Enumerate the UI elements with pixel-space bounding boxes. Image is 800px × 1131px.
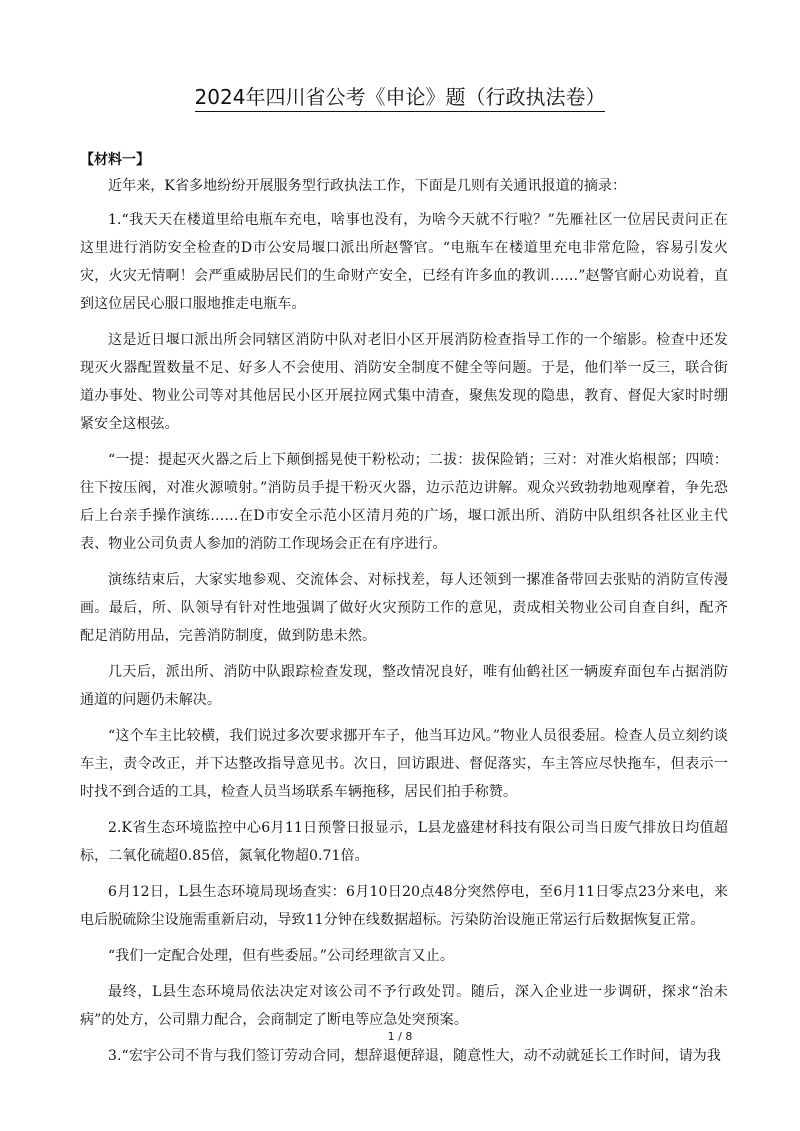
paragraph: 6月12日，L县生态环境局现场查实：6月10日20点48分突然停电，至6月11日零点23分来电，来电后脱硫除尘设施需重新启动，导致11分钟在线数据超标。污染防治设施正常运行后数据恢复正常。 [80,884,728,928]
paragraph: 演练结束后，大家实地参观、交流体会、对标找差，每人还领到一摞准备带回去张贴的消防宣传漫画。最后，所、队领导有针对性地强调了做好火灾预防工作的意见，责成相关物业公司自查自纠，配齐配足消防用品，完善消防制度，做到防患未然。 [80,572,728,644]
document-title [0,82,800,112]
paragraph: 3.“宏宇公司不肯与我们签订劳动合同，想辞退便辞退，随意性大，动不动就延长工作时间，请为我 [108,1048,722,1064]
page-number: 1 / 8 [387,1030,413,1043]
paragraph: “我们一定配合处理，但有些委屈。”公司经理欲言又止。 [108,948,454,964]
paragraph: 1.“我天天在楼道里给电瓶车充电，啥事也没有，为啥今天就不行啦？”先雁社区一位居民责问正在这里进行消防安全检查的D市公安局堰口派出所赵警官。“电瓶车在楼道里充电非常危险，容易引发火灾，火灾无情啊！会严重威胁居民们的生命财产安全，已经有许多血的教训……”赵警官耐心劝说着，直到这位居民心服口服地推走电瓶车。 [80,212,728,312]
document-body [80,148,728,1078]
section-heading: 【材料一】 [80,152,150,168]
paragraph: 2.K省生态环境监控中心6月11日预警日报显示，L县龙盛建材科技有限公司当日废气排放日均值超标，二氧化硫超0.85倍，氮氧化物超0.71倍。 [80,820,728,864]
paragraph: “一提：提起灭火器之后上下颠倒摇晃使干粉松动；二拔：拔保险销；三对：对准火焰根部；四喷：往下按压阀，对准火源喷射。”消防员手提干粉灭火器，边示范边讲解。观众兴致勃勃地观摩着，争先恐后上台亲手操作演练……在D市安全示范小区清月苑的广场，堰口派出所、消防中队组织各社区业主代表、物业公司负责人参加的消防工作现场会正在有序进行。 [80,452,728,552]
paragraph: 几天后，派出所、消防中队跟踪检查发现，整改情况良好，唯有仙鹤社区一辆废弃面包车占据消防通道的问题仍未解决。 [80,664,728,708]
paragraph: “这个车主比较横，我们说过多次要求挪开车子，他当耳边风。”物业人员很委屈。检查人员立刻约谈车主，责令改正，并下达整改指导意见书。次日，回访跟进、督促落实，车主答应尽快拖车，但表示一时找不到合适的工具，检查人员当场联系车辆拖移，居民们拍手称赞。 [80,728,728,800]
paragraph: 最终，L县生态环境局依法决定对该公司不予行政处罚。随后，深入企业进一步调研，探求“治未病”的处方，公司鼎力配合，会商制定了断电等应急处突预案。 [80,984,728,1028]
paragraph: 这是近日堰口派出所会同辖区消防中队对老旧小区开展消防检查指导工作的一个缩影。检查中还发现灭火器配置数量不足、好多人不会使用、消防安全制度不健全等问题。于是，他们举一反三，联合街道办事处、物业公司等对其他居民小区开展拉网式集中清查，聚焦发现的隐患，教育、督促大家时时绷紧安全这根弦。 [80,332,728,432]
paragraph: 近年来，K省多地纷纷开展服务型行政执法工作，下面是几则有关通讯报道的摘录： [108,178,627,194]
document-title-text: 2024年四川省公考《申论》题（行政执法卷） [195,85,606,112]
